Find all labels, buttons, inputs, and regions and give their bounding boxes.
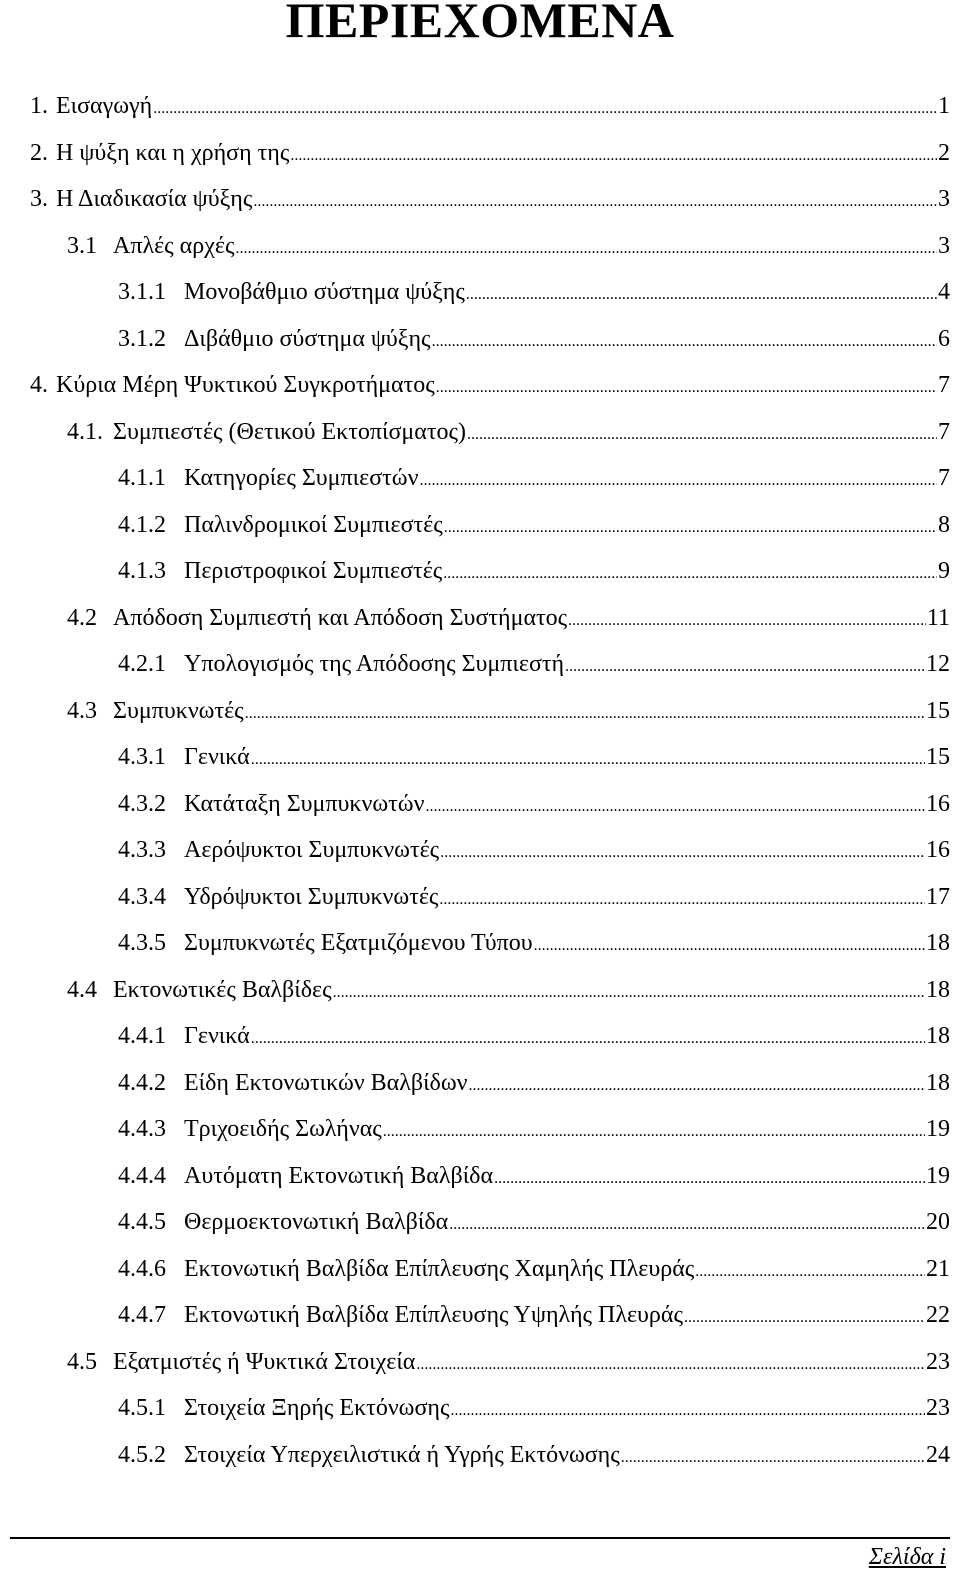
toc-dot-leader xyxy=(153,83,937,132)
toc-entry-page-number: 3 xyxy=(938,186,950,212)
toc-entry-title: Εκτονωτικές Βαλβίδες xyxy=(113,977,332,1003)
toc-entry-number: 3.1.2 xyxy=(118,326,166,352)
toc-entry-page-number: 19 xyxy=(926,1116,950,1142)
toc-entry-page-number: 1 xyxy=(938,93,950,119)
toc-entry-page-number: 6 xyxy=(938,326,950,352)
toc-entry[interactable] xyxy=(118,734,950,780)
toc-entry-page-number: 15 xyxy=(926,698,950,724)
toc-entry[interactable] xyxy=(118,641,950,687)
toc-entry[interactable] xyxy=(118,1013,950,1059)
toc-entry-title: Η ψύξη και η χρήση της xyxy=(56,140,290,166)
toc-entry[interactable] xyxy=(118,920,950,966)
toc-entry[interactable] xyxy=(67,688,950,734)
toc-entry-page-number: 3 xyxy=(938,233,950,259)
toc-entry-title: Εισαγωγή xyxy=(56,93,153,119)
toc-entry-page-number: 21 xyxy=(926,1256,950,1282)
toc-entry-page-number: 19 xyxy=(926,1163,950,1189)
toc-entry[interactable] xyxy=(118,827,950,873)
toc-entry[interactable] xyxy=(118,1153,950,1199)
toc-entry-page-number: 20 xyxy=(926,1209,950,1235)
toc-entry-title: Αυτόματη Εκτονωτική Βαλβίδα xyxy=(184,1163,494,1189)
toc-entry-number: 4.4.3 xyxy=(118,1116,166,1142)
toc-entry-page-number: 4 xyxy=(938,279,950,305)
toc-entry-title: Συμπιεστές (Θετικού Εκτοπίσματος) xyxy=(113,419,466,445)
toc-entry-number: 3.1.1 xyxy=(118,279,166,305)
toc-entry-number: 4.1.1 xyxy=(118,465,166,491)
toc-entry-page-number: 23 xyxy=(926,1395,950,1421)
toc-entry-page-number: 18 xyxy=(926,930,950,956)
toc-entry-number: 4.3.1 xyxy=(118,744,166,770)
toc-entry-number: 4.4.6 xyxy=(118,1256,166,1282)
toc-entry[interactable] xyxy=(30,176,950,222)
toc-entry[interactable] xyxy=(67,595,950,641)
toc-dot-leader xyxy=(436,362,937,411)
toc-entry-page-number: 7 xyxy=(938,465,950,491)
toc-entry-title: Θερμοεκτονωτική Βαλβίδα xyxy=(184,1209,449,1235)
toc-entry-page-number: 24 xyxy=(926,1442,950,1468)
toc-dot-leader xyxy=(534,920,925,969)
toc-entry[interactable] xyxy=(118,316,950,362)
toc-entry-title: Διβάθμιο σύστημα ψύξης xyxy=(184,326,431,352)
toc-entry-title: Αερόψυκτοι Συμπυκνωτές xyxy=(184,837,440,863)
toc-entry-number: 4.4.4 xyxy=(118,1163,166,1189)
toc-entry-number: 4.3.2 xyxy=(118,791,166,817)
toc-dot-leader xyxy=(568,595,926,644)
toc-entry[interactable] xyxy=(118,1246,950,1292)
toc-entry-number: 4.4.7 xyxy=(118,1302,166,1328)
toc-entry[interactable] xyxy=(118,548,950,594)
toc-dot-leader xyxy=(253,176,937,225)
toc-entry-title: Εξατμιστές ή Ψυκτικά Στοιχεία xyxy=(113,1349,416,1375)
toc-dot-leader xyxy=(469,1060,926,1109)
toc-entry-number: 2. xyxy=(30,140,48,166)
toc-dot-leader xyxy=(383,1106,925,1155)
toc-entry-page-number: 2 xyxy=(938,140,950,166)
toc-entry-title: Στοιχεία Ξηρής Εκτόνωσης xyxy=(184,1395,450,1421)
toc-entry[interactable] xyxy=(118,1106,950,1152)
toc-entry-page-number: 18 xyxy=(926,1023,950,1049)
toc-dot-leader xyxy=(443,548,937,597)
toc-entry-number: 3. xyxy=(30,186,48,212)
toc-entry-number: 1. xyxy=(30,93,48,119)
toc-dot-leader xyxy=(416,1339,925,1388)
toc-dot-leader xyxy=(444,502,937,551)
toc-entry-title: Υπολογισμός της Απόδοσης Συμπιεστή xyxy=(184,651,565,677)
toc-dot-leader xyxy=(466,269,937,318)
toc-entry-page-number: 23 xyxy=(926,1349,950,1375)
toc-entry-page-number: 8 xyxy=(938,512,950,538)
toc-dot-leader xyxy=(235,223,937,272)
toc-entry[interactable] xyxy=(30,362,950,408)
toc-entry-number: 4.2.1 xyxy=(118,651,166,677)
toc-entry-title: Γενικά xyxy=(184,1023,250,1049)
toc-entry-title: Περιστροφικοί Συμπιεστές xyxy=(184,558,443,584)
footer-divider xyxy=(10,1537,950,1539)
toc-entry[interactable] xyxy=(30,83,950,129)
toc-entry-number: 4.1. xyxy=(67,419,103,445)
toc-entry[interactable] xyxy=(67,409,950,455)
toc-entry-number: 4. xyxy=(30,372,48,398)
toc-entry-page-number: 22 xyxy=(926,1302,950,1328)
toc-entry-page-number: 16 xyxy=(926,791,950,817)
toc-entry-page-number: 7 xyxy=(938,372,950,398)
toc-entry-number: 4.3.5 xyxy=(118,930,166,956)
toc-entry-title: Κατηγορίες Συμπιεστών xyxy=(184,465,419,491)
toc-entry-title: Κύρια Μέρη Ψυκτικού Συγκροτήματος xyxy=(56,372,435,398)
toc-entry[interactable] xyxy=(118,1385,950,1431)
toc-entry[interactable] xyxy=(30,130,950,176)
toc-dot-leader xyxy=(467,409,937,458)
toc-entry-number: 4.4 xyxy=(67,977,97,1003)
toc-entry-title: Εκτονωτική Βαλβίδα Επίπλευσης Υψηλής Πλευράς xyxy=(184,1302,683,1328)
toc-entry-page-number: 11 xyxy=(926,605,950,631)
toc-entry-title: Είδη Εκτονωτικών Βαλβίδων xyxy=(184,1070,468,1096)
toc-dot-leader xyxy=(425,781,925,830)
toc-entry-page-number: 7 xyxy=(938,419,950,445)
toc-dot-leader xyxy=(450,1385,925,1434)
toc-dot-leader xyxy=(333,967,925,1016)
toc-dot-leader xyxy=(684,1292,925,1341)
toc-entry-title: Μονοβάθμιο σύστημα ψύξης xyxy=(184,279,465,305)
toc-entry-title: Συμπυκνωτές Εξατμιζόμενου Τύπου xyxy=(184,930,533,956)
toc-entry-number: 4.4.5 xyxy=(118,1209,166,1235)
page-number-footer: Σελίδα i xyxy=(868,1544,946,1570)
toc-entry-title: Υδρόψυκτοι Συμπυκνωτές xyxy=(184,884,439,910)
toc-dot-leader xyxy=(432,316,937,365)
toc-entry-title: Απλές αρχές xyxy=(113,233,235,259)
toc-entry[interactable] xyxy=(118,502,950,548)
toc-entry-number: 4.5.1 xyxy=(118,1395,166,1421)
toc-entry[interactable] xyxy=(118,874,950,920)
toc-dot-leader xyxy=(251,734,925,783)
toc-entry-title: Απόδοση Συμπιεστή και Απόδοση Συστήματος xyxy=(113,605,568,631)
toc-entry[interactable] xyxy=(118,1292,950,1338)
toc-entry-number: 4.4.1 xyxy=(118,1023,166,1049)
toc-entry[interactable] xyxy=(118,269,950,315)
toc-entry-page-number: 16 xyxy=(926,837,950,863)
toc-entry-number: 3.1 xyxy=(67,233,97,259)
toc-dot-leader xyxy=(440,827,925,876)
toc-entry[interactable] xyxy=(118,1432,950,1478)
toc-entry-page-number: 9 xyxy=(938,558,950,584)
toc-entry-number: 4.3.3 xyxy=(118,837,166,863)
toc-entry[interactable] xyxy=(118,455,950,501)
toc-entry[interactable] xyxy=(67,223,950,269)
toc-entry-number: 4.4.2 xyxy=(118,1070,166,1096)
toc-entry-title: Η Διαδικασία ψύξης xyxy=(56,186,253,212)
toc-dot-leader xyxy=(695,1246,925,1295)
toc-entry-title: Εκτονωτική Βαλβίδα Επίπλευσης Χαμηλής Πλευράς xyxy=(184,1256,695,1282)
toc-entry-title: Στοιχεία Υπερχειλιστικά ή Υγρής Εκτόνωσης xyxy=(184,1442,620,1468)
toc-entry[interactable] xyxy=(67,1339,950,1385)
toc-dot-leader xyxy=(621,1432,925,1481)
toc-dot-leader xyxy=(290,130,937,179)
toc-dot-leader xyxy=(565,641,925,690)
toc-entry-number: 4.3.4 xyxy=(118,884,166,910)
toc-entry-page-number: 18 xyxy=(926,977,950,1003)
toc-dot-leader xyxy=(251,1013,925,1062)
toc-entry[interactable] xyxy=(118,1199,950,1245)
toc-entry-title: Συμπυκνωτές xyxy=(113,698,244,724)
toc-entry-title: Τριχοειδής Σωλήνας xyxy=(184,1116,382,1142)
toc-entry[interactable] xyxy=(118,1060,950,1106)
toc-entry-page-number: 15 xyxy=(926,744,950,770)
toc-entry[interactable] xyxy=(67,967,950,1013)
toc-entry-page-number: 12 xyxy=(926,651,950,677)
toc-entry-number: 4.1.2 xyxy=(118,512,166,538)
toc-entry-number: 4.3 xyxy=(67,698,97,724)
toc-entry-title: Κατάταξη Συμπυκνωτών xyxy=(184,791,425,817)
page-title: ΠΕΡΙΕΧΟΜΕΝΑ xyxy=(285,0,675,48)
toc-entry-number: 4.5.2 xyxy=(118,1442,166,1468)
toc-dot-leader xyxy=(439,874,925,923)
toc-entry[interactable] xyxy=(118,781,950,827)
toc-entry-number: 4.1.3 xyxy=(118,558,166,584)
toc-entry-title: Παλινδρομικοί Συμπιεστές xyxy=(184,512,443,538)
toc-dot-leader xyxy=(449,1199,925,1248)
toc-dot-leader xyxy=(419,455,937,504)
toc-dot-leader xyxy=(245,688,925,737)
toc-entry-number: 4.2 xyxy=(67,605,97,631)
toc-entry-page-number: 17 xyxy=(926,884,950,910)
toc-entry-title: Γενικά xyxy=(184,744,250,770)
toc-entry-number: 4.5 xyxy=(67,1349,97,1375)
toc-entry-page-number: 18 xyxy=(926,1070,950,1096)
toc-dot-leader xyxy=(494,1153,925,1202)
